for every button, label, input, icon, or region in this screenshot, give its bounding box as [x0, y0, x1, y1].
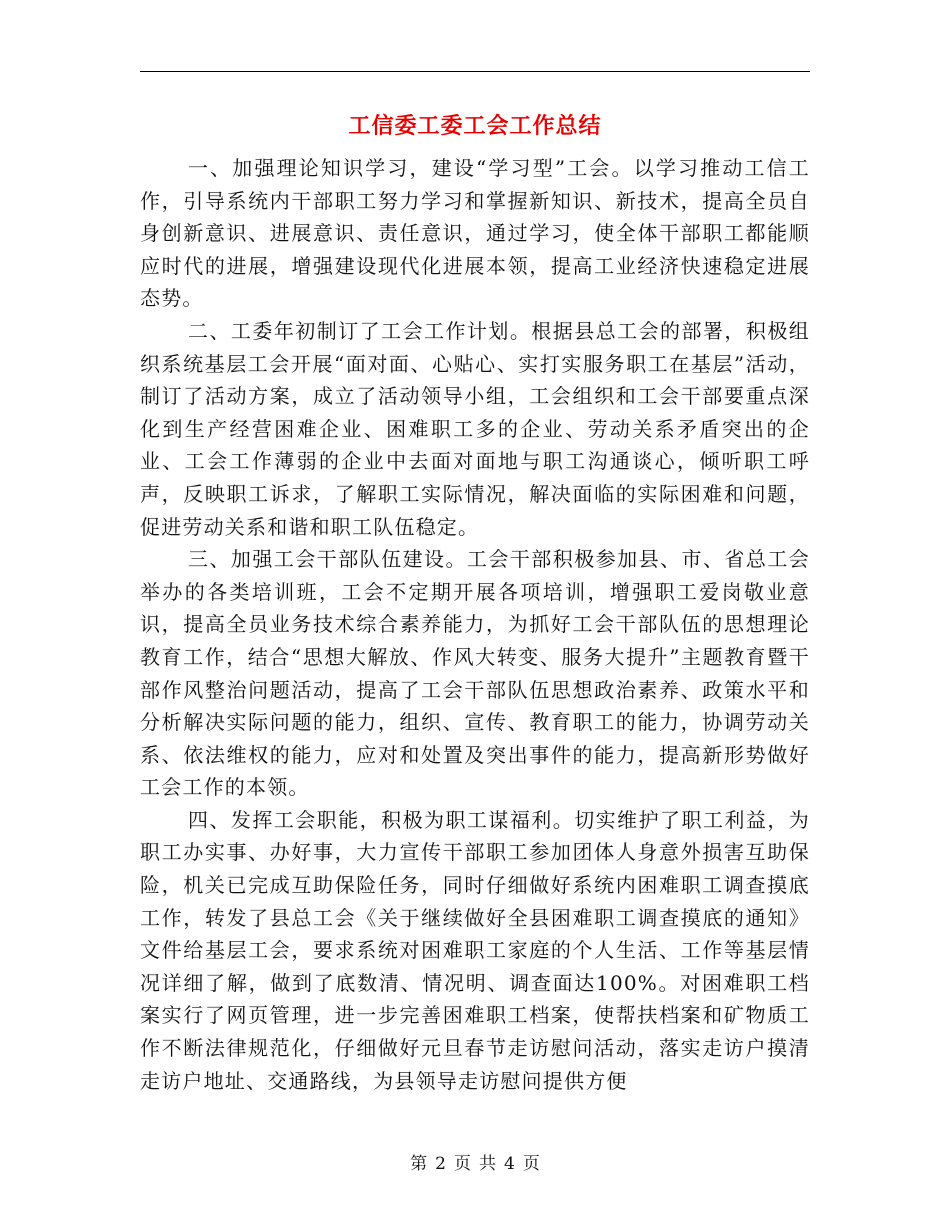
footer-total-pages: 4	[504, 1154, 515, 1174]
paragraph-4: 四、发挥工会职能，积极为职工谋福利。切实维护了职工利益，为职工办实事、办好事，大力宣传干部职工参加团体人身意外损害互助保险，机关已完成互助保险任务，同时仔细做好系统内困难职工调查摸底工作，转发了县总工会《关于继续做好全县困难职工调查摸底的通知》文件给基层工会，要求系统对困难职工家庭的个人生活、工作等基层情况详细了解，做到了底数清、情况明、调查面达100%。对困难职工档案实行了网页管理，进一步完善困难职工档案，使帮扶档案和矿物质工作不断法律规范化，仔细做好元旦春节走访慰问活动，落实走访户摸清走访户地址、交通路线，为县领导走访慰问提供方便	[140, 807, 810, 1093]
footer-suffix: 页	[522, 1154, 540, 1174]
document-title: 工信委工委工会工作总结	[348, 113, 602, 139]
footer-prefix: 第	[410, 1154, 428, 1174]
footer-total-label: 共	[479, 1154, 496, 1174]
document-body	[140, 152, 810, 1097]
paragraph-3: 三、加强工会干部队伍建设。工会干部积极参加县、市、省总工会举办的各类培训班，工会不定期开展各项培训，增强职工爱岗敬业意识，提高全员业务技术综合素养能力，为抓好工会干部队伍的思想理论教育工作，结合“思想大解放、作风大转变、服务大提升”主题教育暨干部作风整治问题活动，提高了工会干部队伍思想政治素养、政策水平和分析解决实际问题的能力，组织、宣传、教育职工的能力，协调劳动关系、依法维权的能力，应对和处置及突出事件的能力，提高新形势做好工会工作的本领。	[140, 547, 810, 800]
header-rule	[140, 71, 810, 72]
footer-page-number: 2	[435, 1154, 446, 1174]
page-footer	[0, 1152, 950, 1176]
paragraph-1: 一、加强理论知识学习，建设“学习型”工会。以学习推动工信工作，引导系统内干部职工努力学习和掌握新知识、新技术，提高全员自身创新意识、进展意识、责任意识，通过学习，使全体干部职工都能顺应时代的进展，增强建设现代化进展本领，提高工业经济快速稳定进展态势。	[140, 156, 810, 311]
footer-page-label: 页	[454, 1154, 471, 1174]
paragraph-2: 二、工委年初制订了工会工作计划。根据县总工会的部署，积极组织系统基层工会开展“面对面、心贴心、实打实服务职工在基层”活动，制订了活动方案，成立了活动领导小组，工会组织和工会干部要重点深化到生产经营困难企业、困难职工多的企业、劳动关系矛盾突出的企业、工会工作薄弱的企业中去面对面地与职工沟通谈心，倾听职工呼声，反映职工诉求，了解职工实际情况，解决面临的实际困难和问题，促进劳动关系和谐和职工队伍稳定。	[140, 318, 810, 539]
